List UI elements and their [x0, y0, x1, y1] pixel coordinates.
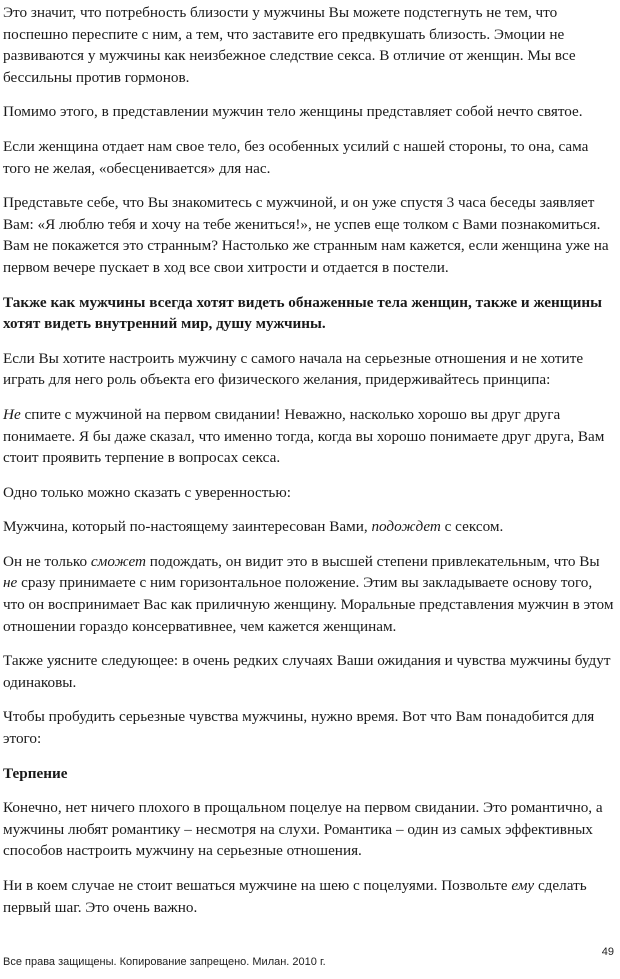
- paragraph: Одно только можно сказать с уверенностью:: [3, 483, 291, 501]
- paragraph: [3, 875, 617, 918]
- text: подождать, он видит это в высшей степени привлекательным, что Вы: [146, 552, 600, 570]
- paragraph: Представьте себе, что Вы знакомитесь с мужчиной, и он уже спустя 3 часа беседы заявляет Вам: «Я люблю тебя и хочу на тебе жениться!», не успев еще толком с Вами познакомиться. Вам не покажется это странным? Настолько же странным нам кажется, если женщина уже на первом вечере пускает в ход все свои хитрости и отдается в постели.: [3, 194, 609, 276]
- emphasis: Не: [3, 405, 21, 423]
- paragraph: Также уясните следующее: в очень редких случаях Ваши ожидания и чувства мужчины будут одинаковы.: [3, 652, 611, 691]
- paragraph: [3, 516, 617, 538]
- emphasis: подождет: [371, 518, 441, 536]
- text: Он не только: [3, 552, 91, 570]
- footer-copyright: Все права защищены. Копирование запрещено. Милан. 2010 г.: [3, 956, 326, 968]
- paragraph: Чтобы пробудить серьезные чувства мужчины, нужно время. Вот что Вам понадобится для этого:: [3, 708, 595, 748]
- paragraph: Если женщина отдает нам свое тело, без особенных усилий с нашей стороны, то она, сама того не желая, «обесценивается» для нас.: [3, 137, 589, 177]
- bold-paragraph: Также как мужчины всегда хотят видеть обнаженные тела женщин, также и женщины хотят видеть внутренний мир, душу мужчины.: [3, 293, 602, 333]
- text: с сексом.: [440, 518, 504, 536]
- emphasis: сможет: [90, 552, 146, 570]
- text: сразу принимаете с ним горизонтальное положение. Этим вы закладываете основу того, что он воспринимает Вас как приличную женщину. Моральные представления мужчин в этом отношении гораздо консервативнее, чем кажется женщинам.: [3, 574, 614, 635]
- text: спите с мужчиной на первом свидании! Неважно, насколько хорошо вы друг друга понимаете. Я бы даже сказал, что именно тогда, когда вы хорошо понимаете друг друга, Вам стоит проявить терпение в вопросах секса.: [3, 405, 605, 467]
- paragraph: [3, 404, 617, 469]
- document-body: [3, 0, 617, 931]
- paragraph: Помимо этого, в представлении мужчин тело женщины представляет собой нечто святое.: [3, 103, 583, 121]
- emphasis: не: [3, 574, 18, 592]
- text: Ни в коем случае не стоит вешаться мужчине на шею с поцелуями. Позвольте: [3, 877, 512, 894]
- page-number: 49: [601, 946, 614, 958]
- section-heading: Терпение: [3, 764, 68, 782]
- paragraph: Это значит, что потребность близости у мужчины Вы можете подстегнуть не тем, что поспешно переспите с ним, а тем, что заставите его предвкушать близость. Эмоции не развиваются у мужчины как неизбежное следствие секса. В отличие от женщин. Мы все бессильны против гормонов.: [3, 4, 576, 86]
- paragraph: Если Вы хотите настроить мужчину с самого начала на серьезные отношения и не хотите играть для него роль объекта его физического желания, придерживайтесь принципа:: [3, 349, 584, 389]
- text: Мужчина, который по-настоящему заинтересован Вами,: [3, 518, 372, 536]
- text: сделать первый шаг. Это очень важно.: [3, 877, 587, 916]
- paragraph: Конечно, нет ничего плохого в прощальном поцелуе на первом свидании. Это романтично, а мужчины любят романтику – несмотря на слухи. Романтика – один из самых эффективных способов настроить мужчину на серьезные отношения.: [3, 799, 603, 860]
- emphasis: ему: [511, 877, 535, 894]
- paragraph: [3, 551, 617, 637]
